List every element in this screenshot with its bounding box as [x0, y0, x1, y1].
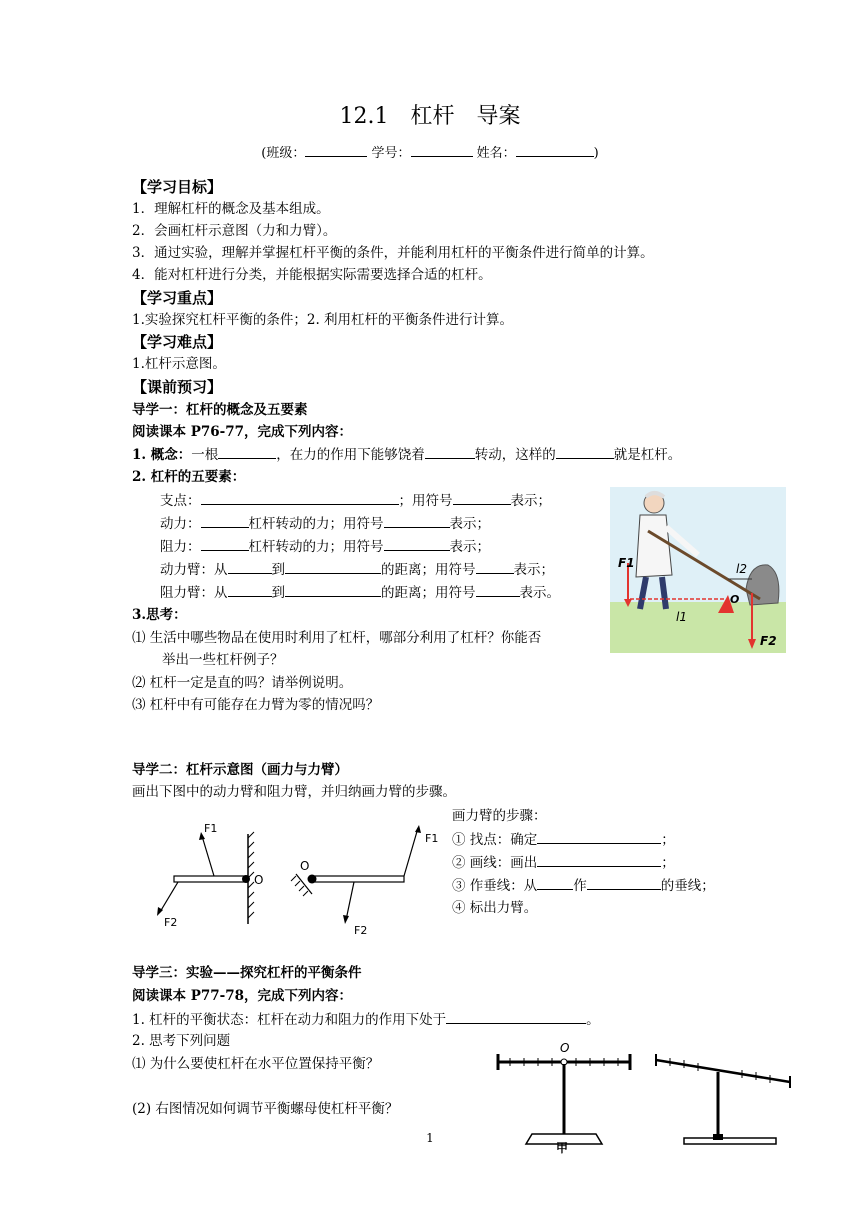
- step-2-end: ；: [661, 855, 675, 871]
- resistance-arm-to: 到: [271, 585, 285, 601]
- guide2-heading: 导学二：杠杆示意图（画力与力臂）: [132, 762, 348, 778]
- step-3-blank-2[interactable]: [587, 875, 661, 890]
- step-3-mid: 作: [573, 878, 587, 894]
- right-f1-label: F1: [425, 832, 439, 845]
- resistance-blank[interactable]: [201, 536, 249, 551]
- effort-line: [160, 513, 490, 534]
- student-no-blank[interactable]: [411, 142, 473, 157]
- balance-state-blank[interactable]: [446, 1009, 586, 1024]
- effort-text: 杠杆转动的力；用符号: [248, 516, 384, 532]
- jia-label: 甲: [556, 1141, 569, 1154]
- effort-blank[interactable]: [201, 513, 249, 528]
- name-blank[interactable]: [516, 142, 594, 157]
- effort-arm-text: 的距离；用符号: [381, 562, 476, 578]
- effort-symbol-blank[interactable]: [384, 513, 450, 528]
- l2-label: l2: [736, 562, 747, 576]
- concept-blank-1[interactable]: [218, 444, 276, 459]
- effort-label: 动力：: [160, 516, 201, 532]
- student-no-label: 学号：: [371, 146, 411, 161]
- class-label: (班级：: [261, 146, 306, 161]
- resistance-arm-line: [160, 582, 560, 603]
- f1-label: F1: [618, 556, 635, 570]
- difficulty-text: 1.杠杆示意图。: [132, 356, 226, 372]
- step-1: [452, 829, 675, 850]
- concept-line: [132, 444, 681, 465]
- step-3-text: ③ 作垂线：从: [452, 878, 538, 894]
- close-paren: ): [593, 146, 599, 161]
- goal-item: 3．通过实验，理解并掌握杠杆平衡的条件，并能利用杠杆的平衡条件进行简单的计算。: [132, 245, 654, 261]
- fulcrum-blank[interactable]: [201, 490, 399, 505]
- resistance-arm-label: 阻力臂：从: [160, 585, 228, 601]
- focus-text: 1.实验探究杠杆平衡的条件；2. 利用杠杆的平衡条件进行计算。: [132, 312, 514, 328]
- goal-item: 4．能对杠杆进行分类，并能根据实际需要选择合适的杠杆。: [132, 267, 492, 283]
- balance-state-end: 。: [586, 1012, 600, 1028]
- effort-end: 表示；: [449, 516, 490, 532]
- concept-text: ，在力的作用下能够饶着: [276, 447, 425, 463]
- concept-blank-2[interactable]: [425, 444, 475, 459]
- think-question: ⑶ 杠杆中有可能存在力臂为零的情况吗？: [132, 697, 380, 713]
- guide3-question: ⑴ 为什么要使杠杆在水平位置保持平衡？: [132, 1056, 380, 1072]
- left-f1-label: F1: [204, 822, 218, 835]
- f2-label: F2: [760, 634, 777, 648]
- fulcrum-line: [160, 490, 551, 511]
- guide3-question: (2) 右图情况如何调节平衡螺母使杠杆平衡？: [132, 1101, 399, 1117]
- l1-label: l1: [676, 610, 687, 624]
- think-label: 3.思考：: [132, 607, 187, 623]
- guide3-read: 阅读课本 P77-78，完成下列内容：: [132, 988, 353, 1004]
- page-title: 12.1 杠杆 导案: [339, 104, 521, 129]
- step-1-end: ；: [661, 832, 675, 848]
- resistance-arm-blank-1[interactable]: [228, 582, 272, 597]
- effort-arm-to: 到: [271, 562, 285, 578]
- step-4: ④ 标出力臂。: [452, 900, 538, 916]
- focus-heading: 【学习重点】: [132, 289, 223, 307]
- resistance-label: 阻力：: [160, 539, 201, 555]
- five-elements-label: 2. 杠杆的五要素：: [132, 469, 246, 485]
- left-o-label: O: [254, 873, 264, 887]
- fulcrum-label: 支点：: [160, 493, 201, 509]
- resistance-end: 表示；: [449, 539, 490, 555]
- resistance-text: 杠杆转动的力；用符号: [248, 539, 384, 555]
- balance-state-text: 1. 杠杆的平衡状态：杠杆在动力和阻力的作用下处于: [132, 1012, 447, 1028]
- guide3-heading: 导学三：实验——探究杠杆的平衡条件: [132, 965, 362, 981]
- step-2-text: ② 画线：画出: [452, 855, 538, 871]
- left-f2-label: F2: [164, 916, 178, 929]
- step-1-text: ① 找点：确定: [452, 832, 538, 848]
- goal-item: 1．理解杠杆的概念及基本组成。: [132, 201, 330, 217]
- step-3-end: 的垂线；: [660, 878, 715, 894]
- effort-arm-blank-2[interactable]: [285, 559, 381, 574]
- preview-heading: 【课前预习】: [132, 378, 223, 396]
- effort-arm-end: 表示；: [513, 562, 554, 578]
- effort-arm-blank-1[interactable]: [228, 559, 272, 574]
- name-label: 姓名：: [476, 146, 516, 161]
- steps-title: 画力臂的步骤：: [452, 808, 547, 824]
- think-question-cont: 举出一些杠杆例子？: [162, 652, 284, 668]
- resistance-arm-symbol-blank[interactable]: [476, 582, 520, 597]
- resistance-arm-text: 的距离；用符号: [381, 585, 476, 601]
- resistance-symbol-blank[interactable]: [384, 536, 450, 551]
- guide1-read: 阅读课本 P76-77，完成下列内容：: [132, 424, 353, 440]
- think-intro: 2. 思考下列问题: [132, 1033, 231, 1049]
- step-2: [452, 852, 675, 873]
- right-f2-label: F2: [354, 924, 368, 937]
- concept-blank-3[interactable]: [556, 444, 614, 459]
- fulcrum-o-label: O: [560, 1041, 570, 1055]
- lever-diagrams: [150, 814, 450, 940]
- step-3-blank-1[interactable]: [537, 875, 573, 890]
- effort-arm-line: [160, 559, 554, 580]
- student-info-line: [0, 142, 860, 161]
- fulcrum-end: 表示；: [510, 493, 551, 509]
- step-3: [452, 875, 715, 896]
- fulcrum-symbol-blank[interactable]: [453, 490, 511, 505]
- resistance-arm-blank-2[interactable]: [285, 582, 381, 597]
- right-o-label: O: [300, 859, 310, 873]
- goals-heading: 【学习目标】: [132, 178, 223, 196]
- concept-text: 转动，这样的: [474, 447, 556, 463]
- concept-text: 一根: [191, 447, 219, 463]
- lever-diagram-left: [157, 822, 263, 929]
- resistance-line: [160, 536, 490, 557]
- fulcrum-symbol-label: ；用符号: [398, 493, 453, 509]
- lever-diagram-right: [291, 825, 438, 937]
- resistance-arm-end: 表示。: [519, 585, 560, 601]
- guide2-instruction: 画出下图中的动力臂和阻力臂，并归纳画力臂的步骤。: [132, 784, 456, 800]
- guide1-heading: 导学一：杠杆的概念及五要素: [132, 402, 308, 418]
- think-question: ⑴ 生活中哪些物品在使用时利用了杠杆，哪部分利用了杠杆？你能否: [132, 630, 542, 646]
- concept-label: 1. 概念：: [132, 447, 192, 463]
- effort-arm-label: 动力臂：从: [160, 562, 228, 578]
- goal-item: 2．会画杠杆示意图（力和力臂）。: [132, 223, 337, 239]
- difficulty-heading: 【学习难点】: [132, 333, 223, 351]
- crowbar-lever-figure: [610, 487, 786, 653]
- class-blank[interactable]: [305, 142, 367, 157]
- page-number: 1: [426, 1131, 434, 1145]
- effort-arm-symbol-blank[interactable]: [476, 559, 514, 574]
- balance-state-line: [132, 1009, 600, 1030]
- step-1-blank[interactable]: [537, 829, 661, 844]
- step-2-blank[interactable]: [537, 852, 661, 867]
- concept-text: 就是杠杆。: [613, 447, 682, 463]
- o-label: O: [730, 593, 740, 606]
- think-question: ⑵ 杠杆一定是直的吗？请举例说明。: [132, 675, 353, 691]
